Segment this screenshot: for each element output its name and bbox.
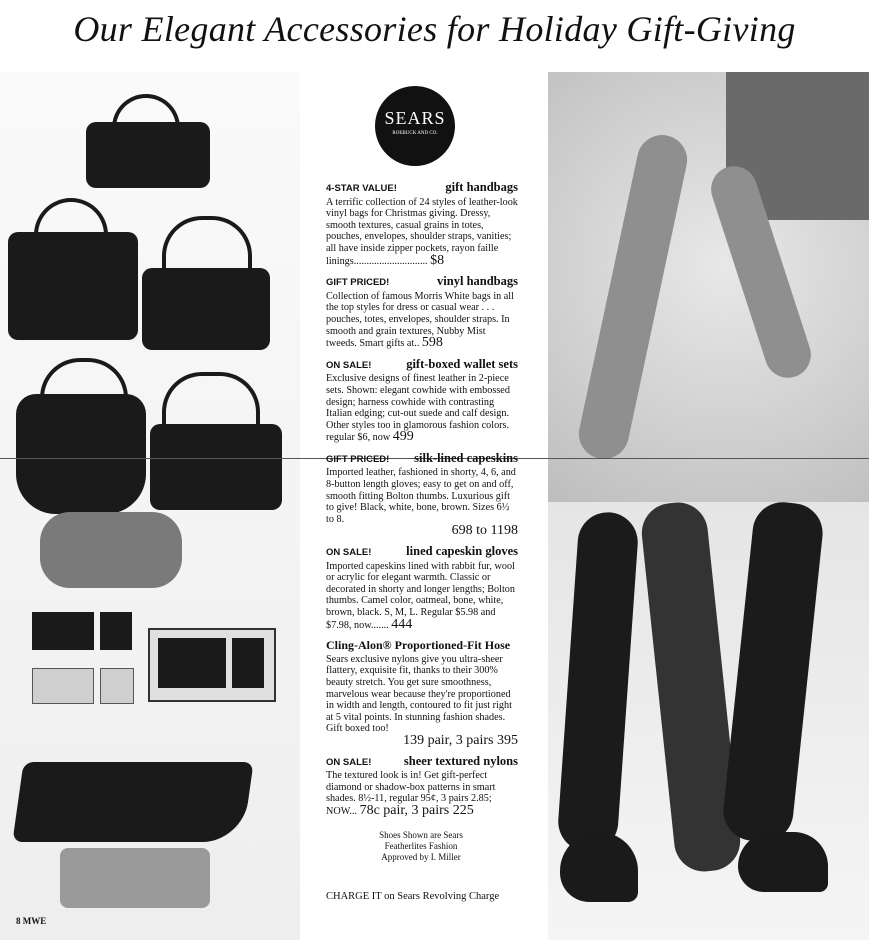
item-body: Exclusive designs of finest leather in 2-piece sets. Shown: elegant cowhide with embossed design; harness cowhide with contrasting Italian edging; cut-out suede and calf design. Other styles too in glamorous fashion colors. regular $6, now	[326, 373, 510, 444]
handbag-image	[8, 232, 138, 340]
shoes-note	[326, 830, 516, 863]
legs-photo-top	[548, 72, 869, 502]
item-price: 444	[391, 616, 413, 632]
page-headline: Our Elegant Accessories for Holiday Gift-Giving	[73, 9, 796, 49]
item-vinyl-handbags	[326, 276, 518, 350]
gloves-image	[60, 848, 210, 908]
item-body: Sears exclusive nylons give you ultra-sheer flattery, exquisite fit, thanks to their 300% beauty stretch. You get sure smoothness, marvelous wear because they're proportioned in width and length, contoured to fit just right at 5 vital points. In stunning fashion shades. Gift boxed too!	[326, 653, 512, 735]
item-tag: ON SALE!	[326, 359, 372, 371]
item-lined-capeskin-gloves	[326, 546, 518, 631]
item-tag: ON SALE!	[326, 756, 372, 768]
item-title: lined capeskin gloves	[406, 544, 518, 559]
item-price: $8	[430, 252, 445, 268]
item-silk-lined-capeskins	[326, 450, 518, 539]
item-header	[326, 753, 518, 769]
item-textured-nylons	[326, 753, 518, 818]
item-header	[326, 546, 518, 559]
page-code: 8 MWE	[16, 916, 47, 926]
wallet-image	[32, 668, 94, 704]
handbag-image	[86, 122, 210, 188]
sears-logo	[375, 86, 455, 166]
handbag-handle-image	[40, 358, 128, 402]
note-line: Approved by I. Miller	[381, 852, 461, 862]
item-price: 499	[392, 429, 414, 445]
note-line: Shoes Shown are Sears	[379, 830, 463, 840]
item-wallet-sets	[326, 356, 518, 445]
item-title: Cling-Alon® Proportioned-Fit Hose	[326, 638, 511, 653]
handbag-image	[150, 424, 282, 510]
wallet-image	[232, 638, 264, 688]
wallet-image	[100, 612, 132, 650]
handbag-image	[16, 394, 146, 514]
item-tag: GIFT PRICED!	[326, 453, 390, 465]
item-header	[326, 182, 518, 195]
item-body: Imported capeskins lined with rabbit fur, wool or acrylic for elegant warmth. Classic or decorated in shorty and longer lengths; Bolton thumbs. Camel color, oatmeal, bone, white, brown, black. S, M, L. Regular $5.98 and $7.98, now.......	[326, 560, 515, 631]
handbag-handle-image	[162, 216, 252, 274]
item-title: gift-boxed wallet sets	[406, 356, 518, 371]
accessories-photo	[0, 72, 300, 940]
clutch-bag-image	[40, 512, 182, 588]
item-price: 598	[421, 335, 443, 351]
item-body: The textured look is in! Get gift-perfect diamond or shadow-box patterns in smart shades. 8½-11, regular 95¢, 3 pairs 2.85; NOW...	[326, 770, 496, 817]
wallet-image	[158, 638, 226, 688]
item-price: 698 to 1198	[451, 523, 518, 539]
item-cling-alon-hose	[326, 640, 518, 746]
leg-image	[574, 130, 692, 463]
item-title: vinyl handbags	[437, 274, 518, 289]
item-title: gift handbags	[445, 180, 518, 194]
item-header	[326, 450, 518, 466]
handbag-image	[142, 268, 270, 350]
item-price: 139 pair, 3 pairs 395	[403, 732, 518, 748]
item-header	[326, 276, 518, 289]
shoe-image	[560, 832, 638, 902]
item-tag: 4-STAR VALUE!	[326, 183, 397, 194]
legs-photo-bottom	[548, 502, 869, 940]
item-tag: ON SALE!	[326, 547, 372, 559]
item-gift-handbags	[326, 182, 518, 267]
note-line: Featherlites Fashion	[384, 841, 458, 851]
wallet-image	[32, 612, 94, 650]
logo-sub: ROEBUCK AND CO.	[392, 131, 438, 136]
handbag-handle-image	[162, 372, 260, 432]
charge-line: CHARGE IT on Sears Revolving Charge	[326, 891, 500, 902]
handbag-handle-image	[112, 94, 180, 128]
item-header	[326, 356, 518, 372]
item-body: A terrific collection of 24 styles of leather-look vinyl bags for Christmas giving. Dressy, smooth textures, casual grains in totes, pouches, envelopes, shoulder straps, vanities; all have inside zipper pockets, rayon faille linings.............................	[326, 196, 518, 267]
leg-image	[556, 510, 640, 853]
handbag-handle-image	[34, 198, 108, 238]
item-tag: GIFT PRICED!	[326, 277, 390, 289]
item-body: Collection of famous Morris White bags in all the top styles for dress or casual wear . . . pouches, totes, envelopes, shoulder straps. In smooth and grain textures, Nubby Mist tweeds. Smart gifts at..	[326, 290, 514, 350]
wallet-image	[100, 668, 134, 704]
item-price: 78c pair, 3 pairs 225	[359, 802, 474, 818]
leg-image	[720, 499, 825, 844]
item-title: silk-lined capeskins	[414, 450, 518, 465]
shoe-image	[738, 832, 828, 892]
gloves-image	[12, 762, 253, 842]
item-body: Imported leather, fashioned in shorty, 4, 6, and 8-button length gloves; easy to get on and off, smooth fitting Bolton thumbs. Luxurious gift to give! Black, white, bone, brown. Sizes 6½ to 8.	[326, 467, 516, 525]
item-title: sheer textured nylons	[403, 753, 518, 768]
logo-name: SEARS	[384, 108, 446, 128]
copy-column	[326, 182, 518, 827]
